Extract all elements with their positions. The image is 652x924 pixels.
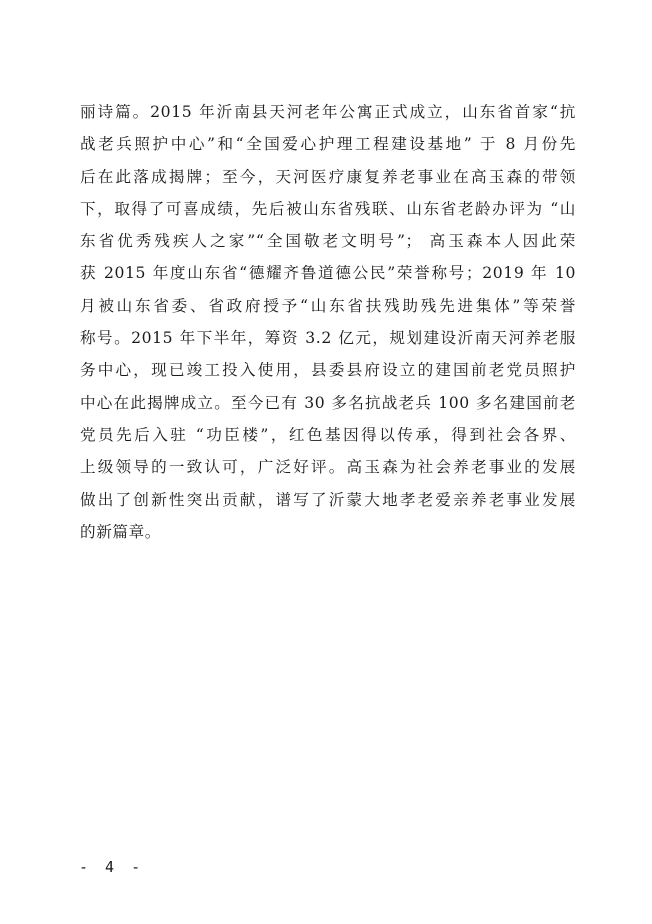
text-line: 上级领导的一致认可，广泛好评。高玉森为社会养老事业的发展 — [80, 458, 576, 477]
text-line: 月被山东省委、省政府授予“山东省扶残助残先进集体”等荣誉 — [80, 296, 576, 315]
text-line: 后在此落成揭牌；至今，天河医疗康复养老事业在高玉森的带领 — [80, 167, 576, 186]
text-line: 战老兵照护中心”和“全国爱心护理工程建设基地” 于 8 月份先 — [80, 135, 576, 154]
page-number: - 4 - — [79, 858, 145, 876]
text-line: 丽诗篇。2015 年沂南县天河老年公寓正式成立，山东省首家“抗 — [80, 103, 576, 121]
text-line: 党员先后入驻 “功臣楼”，红色基因得以传承，得到社会各界、 — [80, 425, 576, 444]
text-line: 下，取得了可喜成绩，先后被山东省残联、山东省老龄办评为 “山 — [80, 199, 576, 218]
text-line: 中心在此揭牌成立。至今已有 30 多名抗战老兵 100 多名建国前老 — [80, 393, 576, 412]
text-line: 称号。2015 年下半年，筹资 3.2 亿元，规划建设沂南天河养老服 — [80, 329, 576, 348]
text-line: 的新篇章。 — [80, 522, 161, 541]
body-paragraph — [80, 96, 576, 548]
text-line: 务中心，现已竣工投入使用，县委县府设立的建国前老党员照护 — [80, 361, 576, 380]
text-line: 东省优秀残疾人之家”“全国敬老文明号”； 高玉森本人因此荣 — [80, 232, 576, 251]
text-line: 获 2015 年度山东省“德耀齐鲁道德公民”荣誉称号；2019 年 10 — [80, 264, 576, 283]
text-line: 做出了创新性突出贡献，谱写了沂蒙大地孝老爱亲养老事业发展 — [80, 490, 576, 509]
